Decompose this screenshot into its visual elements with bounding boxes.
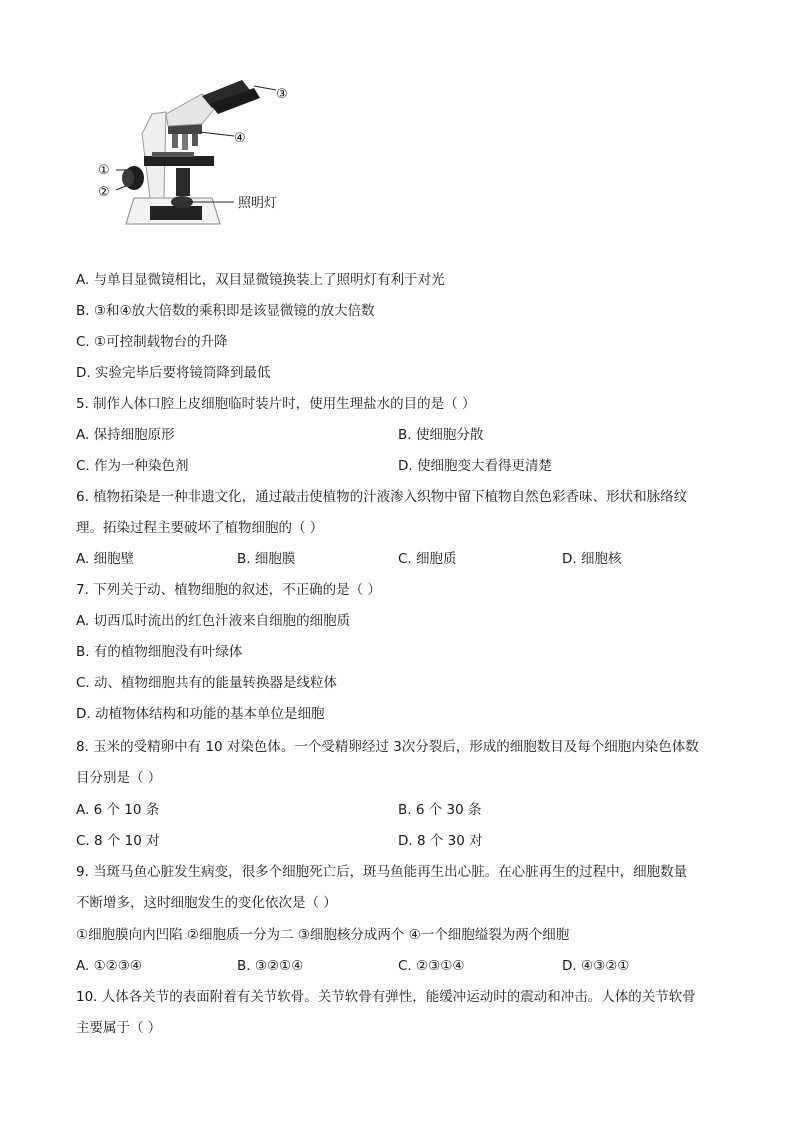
- q5-stem: 5. 制作人体口腔上皮细胞临时装片时，使用生理盐水的目的是（ ）: [76, 396, 476, 412]
- q9-option-b: B. ③②①④: [237, 958, 304, 974]
- q6-stem-line1: 6. 植物拓染是一种非遗文化，通过敲击使植物的汁液渗入织物中留下植物自然色彩香味、形状和脉络纹: [76, 489, 688, 505]
- q4-option-a: A. 与单目显微镜相比，双目显微镜换装上了照明灯有利于对光: [76, 272, 445, 288]
- q6-option-a: A. 细胞壁: [76, 551, 135, 567]
- label-eyepiece: ③: [276, 87, 288, 102]
- q8-option-c: C. 8 个 10 对: [76, 833, 160, 849]
- q9-option-a: A. ①②③④: [76, 958, 142, 974]
- q10-stem-line1: 10. 人体各关节的表面附着有关节软骨。关节软骨有弹性，能缓冲运动时的震动和冲击。人体的关节软骨: [76, 989, 696, 1005]
- label-coarse-knob: ①: [98, 163, 110, 178]
- label-objective: ④: [234, 131, 246, 146]
- q9-stem-line2: 不断增多，这时细胞发生的变化依次是（ ）: [76, 895, 337, 911]
- q6-option-b: B. 细胞膜: [237, 551, 296, 567]
- q5-option-c: C. 作为一种染色剂: [76, 458, 189, 474]
- q8-option-b: B. 6 个 30 条: [398, 802, 482, 818]
- q4-option-b: B. ③和④放大倍数的乘积即是该显微镜的放大倍数: [76, 303, 375, 319]
- q9-stem-line1: 9. 当斑马鱼心脏发生病变，很多个细胞死亡后，斑马鱼能再生出心脏。在心脏再生的过程中，细胞数量: [76, 864, 688, 880]
- microscope-illustration: [92, 74, 302, 254]
- q4-option-c: C. ①可控制载物台的升降: [76, 334, 228, 350]
- q7-option-b: B. 有的植物细胞没有叶绿体: [76, 644, 243, 660]
- q7-option-d: D. 动植物体结构和功能的基本单位是细胞: [76, 706, 325, 722]
- q6-stem-line2: 理。拓染过程主要破坏了植物细胞的（ ）: [76, 520, 324, 536]
- q6-option-d: D. 细胞核: [562, 551, 622, 567]
- q6-option-c: C. 细胞质: [398, 551, 457, 567]
- microscope-figure: [92, 74, 302, 254]
- q4-option-d: D. 实验完毕后要将镜筒降到最低: [76, 365, 271, 381]
- label-fine-knob: ②: [98, 185, 110, 200]
- label-lamp: 照明灯: [238, 196, 278, 211]
- q9-steps: ①细胞膜向内凹陷 ②细胞质一分为二 ③细胞核分成两个 ④一个细胞缢裂为两个细胞: [76, 927, 570, 943]
- q5-option-b: B. 使细胞分散: [398, 427, 484, 443]
- q5-option-a: A. 保持细胞原形: [76, 427, 175, 443]
- q9-option-c: C. ②③①④: [398, 958, 465, 974]
- q5-option-d: D. 使细胞变大看得更清楚: [398, 458, 552, 474]
- q9-option-d: D. ④③②①: [562, 958, 630, 974]
- q8-stem-line2: 目分别是（ ）: [76, 770, 162, 786]
- q10-stem-line2: 主要属于（ ）: [76, 1020, 162, 1036]
- q7-stem: 7. 下列关于动、植物细胞的叙述，不正确的是（ ）: [76, 582, 381, 598]
- q8-option-a: A. 6 个 10 条: [76, 802, 160, 818]
- q8-option-d: D. 8 个 30 对: [398, 833, 483, 849]
- q8-stem-line1: 8. 玉米的受精卵中有 10 对染色体。一个受精卵经过 3次分裂后，形成的细胞数目及每个细胞内染色体数: [76, 739, 699, 755]
- q7-option-c: C. 动、植物细胞共有的能量转换器是线粒体: [76, 675, 338, 691]
- q7-option-a: A. 切西瓜时流出的红色汁液来自细胞的细胞质: [76, 613, 351, 629]
